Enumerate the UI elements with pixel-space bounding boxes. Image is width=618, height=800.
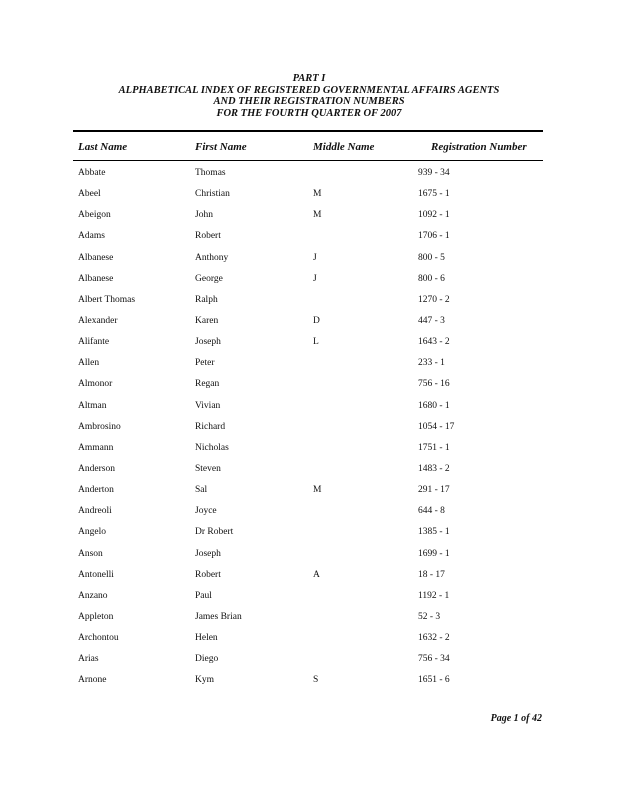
cell-registration-number: 800 - 6 (418, 273, 445, 284)
table-row (0, 525, 618, 546)
cell-middle-name: J (313, 252, 317, 263)
cell-last-name: Angelo (78, 527, 106, 538)
cell-last-name: Albanese (78, 273, 114, 284)
cell-first-name: John (195, 210, 213, 221)
cell-registration-number: 1680 - 1 (418, 400, 450, 411)
table-row (0, 399, 618, 420)
table-row (0, 673, 618, 694)
cell-first-name: Thomas (195, 168, 226, 178)
cell-middle-name: S (313, 675, 319, 686)
cell-registration-number: 1270 - 2 (418, 294, 450, 305)
cell-first-name: Joseph (195, 337, 221, 348)
table-row (0, 166, 618, 187)
table-row (0, 547, 618, 568)
table-row (0, 631, 618, 652)
cell-last-name: Ambrosino (78, 421, 121, 432)
cell-registration-number: 291 - 17 (418, 485, 450, 496)
column-header-middle-name: Middle Name (313, 141, 375, 153)
table-row (0, 504, 618, 525)
cell-first-name: Joyce (195, 506, 217, 517)
cell-registration-number: 800 - 5 (418, 252, 445, 263)
cell-first-name: Helen (195, 633, 218, 644)
cell-registration-number: 939 - 34 (418, 168, 450, 178)
cell-registration-number: 1675 - 1 (418, 189, 450, 200)
cell-registration-number: 1699 - 1 (418, 548, 450, 559)
cell-last-name: Albert Thomas (78, 294, 136, 305)
cell-first-name: Robert (195, 569, 221, 580)
cell-registration-number: 1092 - 1 (418, 210, 450, 221)
cell-registration-number: 1632 - 2 (418, 633, 450, 644)
cell-last-name: Abeel (78, 189, 101, 200)
cell-middle-name: M (313, 485, 322, 496)
cell-middle-name: A (313, 569, 320, 580)
table-row (0, 441, 618, 462)
table-row (0, 589, 618, 610)
table-row (0, 293, 618, 314)
cell-first-name: Richard (195, 421, 226, 432)
cell-first-name: Dr Robert (195, 527, 234, 538)
cell-registration-number: 1483 - 2 (418, 463, 450, 474)
cell-first-name: George (195, 273, 223, 284)
cell-last-name: Allen (78, 358, 100, 369)
cell-first-name: Peter (195, 358, 215, 369)
cell-last-name: Arias (78, 654, 99, 665)
cell-last-name: Appleton (78, 611, 114, 622)
cell-first-name: Regan (195, 379, 220, 390)
header-top-rule (73, 130, 543, 132)
title-index: ALPHABETICAL INDEX OF REGISTERED GOVERNMENTAL AFFAIRS AGENTS (118, 84, 500, 96)
cell-first-name: Joseph (195, 548, 221, 559)
table-row (0, 420, 618, 441)
cell-last-name: Anson (78, 548, 103, 559)
title-part: PART I (292, 73, 326, 84)
table-row (0, 568, 618, 589)
cell-last-name: Alexander (78, 315, 118, 326)
cell-registration-number: 18 - 17 (418, 569, 445, 580)
cell-first-name: Kym (195, 675, 214, 686)
cell-registration-number: 756 - 34 (418, 654, 450, 665)
table-row (0, 610, 618, 631)
cell-last-name: Andreoli (78, 506, 112, 517)
cell-first-name: Karen (195, 315, 219, 326)
table-row (0, 229, 618, 250)
cell-middle-name: D (313, 315, 320, 326)
cell-last-name: Anderton (78, 485, 114, 496)
table-row (0, 652, 618, 673)
column-header-first-name: First Name (195, 141, 247, 153)
document-title (0, 73, 618, 119)
cell-last-name: Abbate (78, 168, 106, 178)
cell-last-name: Almonor (78, 379, 113, 390)
cell-registration-number: 756 - 16 (418, 379, 450, 390)
cell-first-name: Vivian (195, 400, 221, 411)
column-header-registration-number: Registration Number (431, 141, 527, 153)
cell-first-name: Sal (195, 485, 208, 496)
cell-last-name: Ammann (78, 442, 114, 453)
cell-registration-number: 1643 - 2 (418, 337, 450, 348)
cell-first-name: Robert (195, 231, 221, 242)
table-row (0, 377, 618, 398)
cell-last-name: Antonelli (78, 569, 114, 580)
cell-registration-number: 447 - 3 (418, 315, 445, 326)
cell-registration-number: 1751 - 1 (418, 442, 450, 453)
table-row (0, 356, 618, 377)
cell-last-name: Archontou (78, 633, 119, 644)
cell-middle-name: J (313, 273, 317, 284)
cell-last-name: Albanese (78, 252, 114, 263)
agent-table-body (0, 166, 618, 695)
cell-registration-number: 52 - 3 (418, 611, 441, 622)
title-quarter: FOR THE FOURTH QUARTER OF 2007 (216, 107, 402, 119)
table-row (0, 272, 618, 293)
cell-first-name: Ralph (195, 294, 218, 305)
cell-last-name: Anzano (78, 590, 108, 601)
cell-last-name: Anderson (78, 463, 115, 474)
table-row (0, 208, 618, 229)
cell-first-name: James Brian (195, 611, 242, 622)
cell-last-name: Abeigon (78, 210, 111, 221)
cell-registration-number: 1192 - 1 (418, 590, 450, 601)
table-row (0, 335, 618, 356)
cell-first-name: Diego (195, 654, 219, 665)
column-header-last-name: Last Name (78, 141, 128, 153)
cell-middle-name: M (313, 189, 322, 200)
cell-first-name: Anthony (195, 252, 229, 263)
cell-registration-number: 233 - 1 (418, 358, 445, 369)
cell-registration-number: 1054 - 17 (418, 421, 455, 432)
cell-registration-number: 644 - 8 (418, 506, 445, 517)
table-row (0, 462, 618, 483)
page-number: Page 1 of 42 (490, 713, 542, 724)
cell-first-name: Christian (195, 189, 230, 200)
cell-last-name: Arnone (78, 675, 107, 686)
table-row (0, 251, 618, 272)
table-row (0, 483, 618, 504)
cell-last-name: Alifante (78, 337, 110, 348)
cell-last-name: Altman (78, 400, 107, 411)
cell-registration-number: 1706 - 1 (418, 231, 450, 242)
cell-last-name: Adams (78, 231, 105, 242)
cell-middle-name: L (313, 337, 319, 348)
table-row (0, 187, 618, 208)
header-bottom-rule (73, 160, 543, 161)
cell-first-name: Steven (195, 463, 221, 474)
cell-registration-number: 1385 - 1 (418, 527, 450, 538)
cell-registration-number: 1651 - 6 (418, 675, 450, 686)
cell-first-name: Paul (195, 590, 212, 601)
cell-middle-name: M (313, 210, 322, 221)
table-row (0, 314, 618, 335)
cell-first-name: Nicholas (195, 442, 229, 453)
title-registration: AND THEIR REGISTRATION NUMBERS (213, 96, 405, 107)
